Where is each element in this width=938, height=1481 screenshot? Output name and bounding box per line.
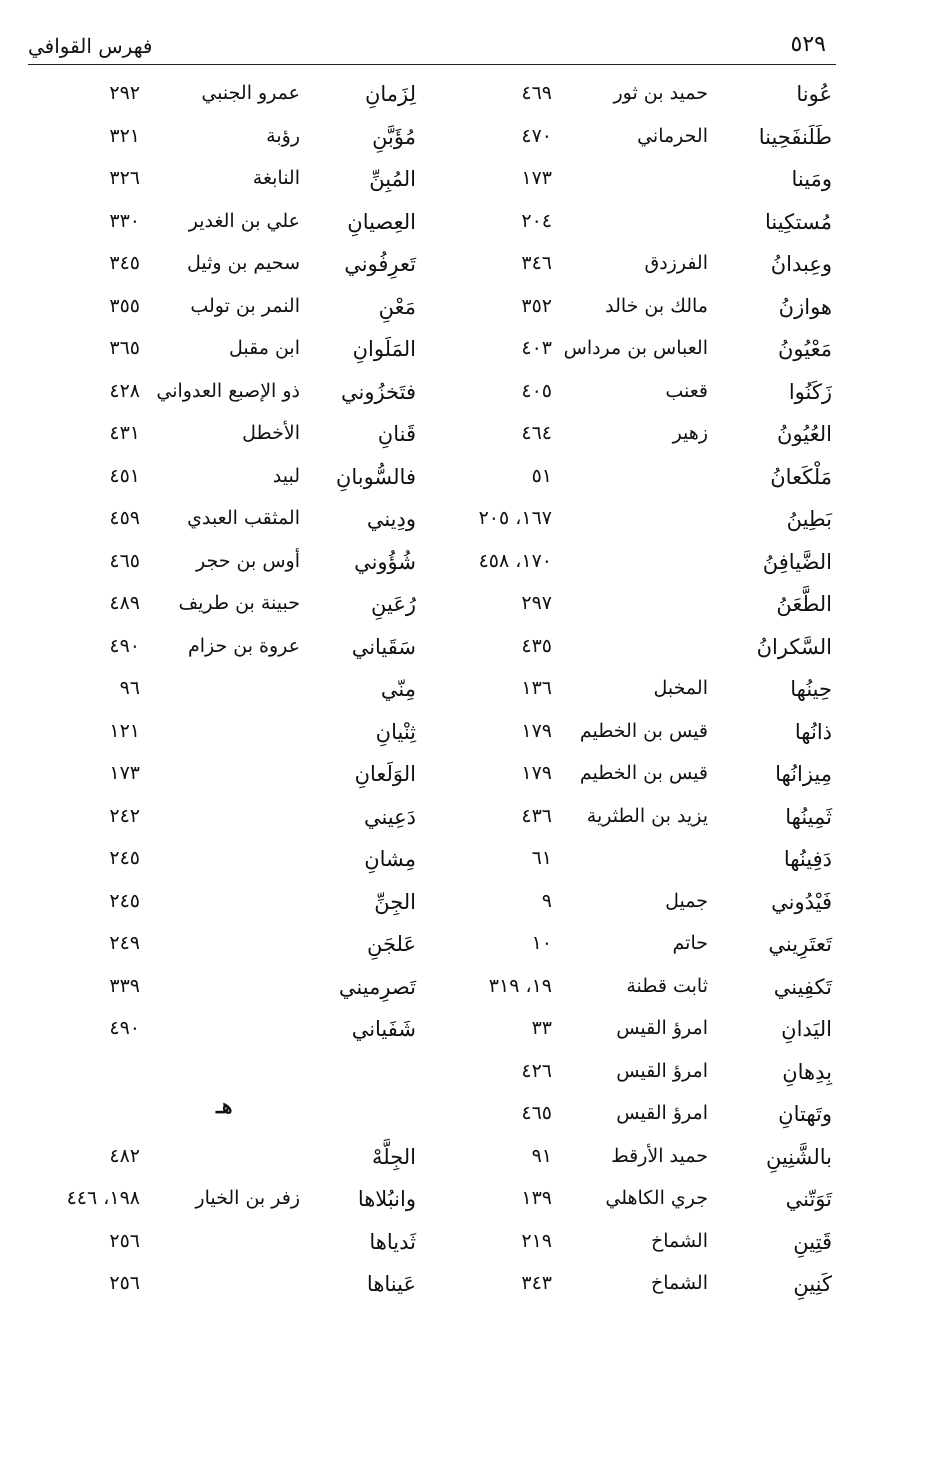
index-row	[0, 635, 938, 675]
rhyme-word: ودِيني	[366, 507, 416, 531]
index-row	[0, 295, 938, 335]
page-ref: ٤٢٦	[521, 1059, 552, 1082]
page-ref: ٤٣١	[109, 422, 140, 444]
index-row	[0, 1187, 938, 1227]
page-header	[28, 30, 836, 65]
page-ref: ٤٥١	[109, 464, 140, 487]
poet-name: ابن مقبل	[229, 337, 300, 359]
page-ref: ٢٩٧	[521, 592, 552, 614]
rhyme-word: العِصيانِ	[347, 209, 416, 234]
index-row	[0, 550, 938, 590]
index-row	[0, 677, 938, 717]
page-ref: ٣٥٢	[521, 294, 552, 317]
index-row	[0, 975, 938, 1015]
rhyme-word: العُيُونُ	[777, 422, 832, 446]
poet-name: امرؤ القيس	[616, 1017, 708, 1039]
poet-name: المخبل	[653, 677, 708, 699]
rhyme-word: وعِبدانُ	[770, 252, 832, 276]
poet-name: الفرزدق	[644, 252, 708, 274]
page-ref: ٩١	[531, 1144, 552, 1167]
rhyme-word: المُبِنِّ	[369, 167, 416, 191]
page-ref: ٣٣	[531, 1017, 552, 1039]
rhyme-word: الضَّيافِنُ	[762, 549, 832, 574]
page-ref: ٤٨٢	[109, 1144, 140, 1167]
rhyme-word: ثَدياها	[369, 1229, 416, 1254]
poet-name: علي بن الغدير	[188, 209, 300, 232]
running-title: فهرس القوافي	[28, 34, 153, 58]
index-row	[0, 720, 938, 760]
rhyme-word: مُستكِينا	[765, 209, 832, 234]
rhyme-word: مُؤَبَّنِ	[372, 124, 416, 149]
rhyme-word: وانبُلاها	[357, 1187, 416, 1211]
rhyme-word: سَقَياني	[351, 634, 416, 659]
rhyme-word: السَّكرانُ	[756, 634, 832, 659]
page-ref: ١٧٠، ٤٥٨	[478, 549, 552, 572]
page-ref: ٥١	[531, 464, 552, 487]
index-row	[0, 847, 938, 887]
rhyme-word: ذانُها	[794, 719, 832, 744]
rhyme-word: زَكَنُوا	[788, 379, 832, 404]
page-ref: ١٦٧، ٢٠٥	[478, 507, 552, 529]
index-row	[0, 592, 938, 632]
index-row	[0, 422, 938, 462]
poet-name: حبينة بن طريف	[178, 592, 300, 614]
page-ref: ٣٤٣	[521, 1272, 552, 1294]
rhyme-word: دَعِيني	[363, 804, 416, 829]
page-ref: ١٧٣	[109, 762, 140, 784]
page-ref: ٤٣٥	[521, 634, 552, 657]
poet-name: سحيم بن وثيل	[187, 252, 300, 274]
index-row	[0, 805, 938, 845]
rhyme-word: طَلَنفَحِينا	[758, 124, 832, 149]
rhyme-word: تَصرِميني	[338, 974, 416, 999]
poet-name: النابغة	[252, 167, 300, 189]
page-ref: ١٩، ٣١٩	[488, 974, 552, 997]
rhyme-word: مَعْنِ	[378, 294, 416, 319]
page-ref: ٣٦٥	[109, 337, 140, 359]
page-ref: ١٧٣	[521, 167, 552, 189]
poet-name: جري الكاهلي	[605, 1187, 708, 1209]
index-row	[0, 890, 938, 930]
rhyme-word: تَكفِيني	[773, 974, 832, 999]
page-ref: ٤٦٩	[521, 82, 552, 104]
rhyme-word: مِشانِ	[364, 847, 416, 871]
rhyme-word: شَفَياني	[351, 1017, 416, 1041]
rhyme-word: ثَمِينُها	[785, 804, 832, 829]
poet-name: الشماخ	[650, 1272, 708, 1294]
page-ref: ٤٢٨	[109, 379, 140, 402]
poet-name: عمرو الجنبي	[201, 82, 300, 104]
rhyme-word: قَتِينِ	[793, 1229, 832, 1254]
page-ref: ١٩٨، ٤٤٦	[66, 1187, 140, 1209]
rhyme-word: حِينُها	[790, 677, 832, 701]
rhyme-word: فَيْدُوني	[771, 889, 832, 914]
poet-name: حاتم	[672, 932, 708, 954]
rhyme-word: اليَدانِ	[781, 1017, 832, 1041]
page-ref: ٢٥٦	[109, 1229, 140, 1252]
page-ref: ٢٠٤	[521, 209, 552, 232]
rhyme-word: ثِنْيانِ	[375, 719, 416, 744]
poet-name: أوس بن حجر	[196, 549, 300, 572]
index-row	[0, 465, 938, 505]
page-ref: ١٣٦	[521, 677, 552, 699]
page-ref: ١٧٩	[521, 719, 552, 742]
page-ref: ٣٢١	[109, 124, 140, 147]
page-ref: ٢٤٥	[109, 847, 140, 869]
poet-name: حميد الأرقط	[611, 1144, 708, 1167]
rhyme-word: قَنانِ	[377, 422, 416, 446]
poet-name: ذو الإصبع العدواني	[156, 379, 300, 402]
index-row	[0, 380, 938, 420]
page-ref: ٢٩٢	[109, 82, 140, 104]
rhyme-word: مَلْكَعانُ	[770, 464, 832, 489]
index-row	[0, 1230, 938, 1270]
index-row	[0, 1102, 938, 1142]
index-row	[0, 507, 938, 547]
poet-name: امرؤ القيس	[616, 1102, 708, 1124]
rhyme-word: عُونا	[796, 82, 832, 106]
page-ref: ٤٣٦	[521, 804, 552, 827]
page-ref: ٤٦٤	[521, 422, 552, 444]
rhyme-word: بالشَّنِينِ	[765, 1144, 832, 1169]
index-row	[0, 1145, 938, 1185]
poet-name: الشماخ	[650, 1229, 708, 1252]
poet-name: النمر بن تولب	[190, 294, 300, 317]
rhyme-word: تَعرِفُوني	[344, 252, 416, 276]
index-row	[0, 252, 938, 292]
rhyme-word: دَفِينُها	[783, 847, 832, 871]
page-ref: ٢١٩	[521, 1229, 552, 1252]
page-ref: ٤٥٩	[109, 507, 140, 529]
poet-name: امرؤ القيس	[616, 1059, 708, 1082]
page-ref: ٤٦٥	[109, 549, 140, 572]
rhyme-word: تَعتَرِيني	[768, 932, 832, 956]
page-ref: ٢٤٩	[109, 932, 140, 954]
rhyme-word: مِنّي	[380, 677, 416, 701]
page-ref: ٣٤٦	[521, 252, 552, 274]
page-ref: ٤٨٩	[109, 592, 140, 614]
page-ref: ٤٠٣	[521, 337, 552, 359]
index-row	[0, 1272, 938, 1312]
rhyme-word: بِدِهانِ	[782, 1059, 832, 1084]
index-row	[0, 337, 938, 377]
poet-name: حميد بن ثور	[613, 82, 708, 104]
rhyme-word: شُؤُوني	[354, 549, 416, 574]
page-ref: ٤٩٠	[109, 1017, 140, 1039]
page-ref: ٩٦	[119, 677, 140, 699]
page-ref: ٤٦٥	[521, 1102, 552, 1124]
poet-name: الأخطل	[242, 422, 300, 444]
index-row	[0, 1017, 938, 1057]
rhyme-word: مَعْيُونُ	[778, 337, 832, 361]
page-ref: ٣٢٦	[109, 167, 140, 189]
poet-name: الحرماني	[637, 124, 708, 147]
poet-name: رؤبة	[266, 124, 300, 147]
page-ref: ٢٥٦	[109, 1272, 140, 1294]
page-ref: ١٠	[531, 932, 552, 954]
page-ref: ٢٤٢	[109, 804, 140, 827]
page-ref: ٣٣٩	[109, 974, 140, 997]
poet-name: زفر بن الخيار	[195, 1187, 300, 1209]
page-ref: ١٢١	[109, 719, 140, 742]
index-row	[0, 167, 938, 207]
rhyme-word: هوازنُ	[778, 294, 832, 319]
rhyme-word: رُعَينِ	[371, 592, 416, 616]
page-ref: ٤٩٠	[109, 634, 140, 657]
rhyme-word: الجِنِّ	[374, 889, 416, 914]
page-ref: ٩	[541, 889, 552, 912]
page-number: ٥٢٩	[790, 32, 826, 57]
index-row	[0, 762, 938, 802]
poet-name: جميل	[665, 889, 708, 912]
poet-name: ثابت قطنة	[626, 974, 708, 997]
rhyme-word: لِزَمانِ	[364, 82, 416, 106]
poet-name: عروة بن حزام	[187, 634, 300, 657]
rhyme-word: الوَلَعانِ	[354, 762, 416, 786]
page-ref: ١٧٩	[521, 762, 552, 784]
page-ref: ٤٠٥	[521, 379, 552, 402]
poet-name: قعنب	[665, 379, 708, 402]
rhyme-word: فتَخزُوني	[340, 379, 416, 404]
rhyme-word: بَطِينُ	[786, 507, 832, 531]
page-ref: ٤٧٠	[521, 124, 552, 147]
page-ref: ٣٥٥	[109, 294, 140, 317]
poet-name: قيس بن الخطيم	[579, 762, 708, 784]
rhyme-word: وتَهتانِ	[778, 1102, 832, 1126]
index-row	[0, 210, 938, 250]
rhyme-word: فالسُّوبانِ	[335, 464, 416, 489]
poet-name: قيس بن الخطيم	[579, 719, 708, 742]
rhyme-word: الطَّعَنُ	[776, 592, 832, 616]
rhyme-word: عَيناها	[366, 1272, 416, 1296]
page-ref: ٢٤٥	[109, 889, 140, 912]
poet-name: يزيد بن الطثرية	[586, 804, 708, 827]
section-letter: هـ	[216, 1094, 233, 1118]
rhyme-word: الجِلَّهْ	[372, 1144, 416, 1169]
rhyme-word: مِيزانُها	[775, 762, 832, 786]
index-row	[0, 932, 938, 972]
page-ref: ٦١	[531, 847, 552, 869]
poet-name: مالك بن خالد	[605, 294, 708, 317]
poet-name: المثقب العبدي	[187, 507, 300, 529]
rhyme-word: المَلَوانِ	[352, 337, 416, 361]
rhyme-word: ومَينا	[791, 167, 832, 191]
index-row	[0, 1060, 938, 1100]
poet-name: لبيد	[272, 464, 300, 487]
page-ref: ٣٣٠	[109, 209, 140, 232]
index-row	[0, 82, 938, 122]
index-row	[0, 125, 938, 165]
poet-name: زهير	[672, 422, 708, 444]
poet-name: العباس بن مرداس	[563, 337, 708, 359]
rhyme-word: تَوَتّني	[785, 1187, 832, 1211]
page-ref: ٣٤٥	[109, 252, 140, 274]
rhyme-word: كَنِينِ	[793, 1272, 832, 1296]
page-ref: ١٣٩	[521, 1187, 552, 1209]
rhyme-word: عَلجَنِ	[366, 932, 416, 956]
